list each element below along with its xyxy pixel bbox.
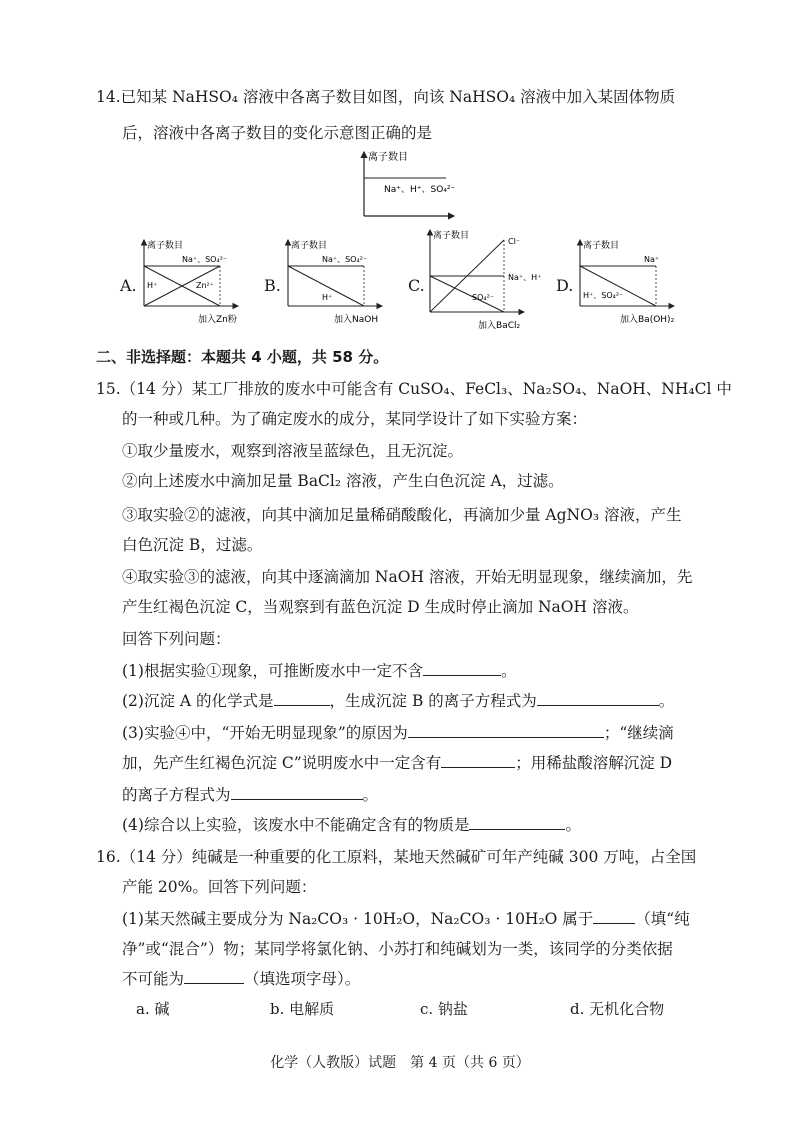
option-c-letter[interactable]: C. [408, 276, 425, 295]
label-na-so4: Na⁺、SO₄²⁻ [322, 255, 368, 264]
q16-sub1-cont: 净”或“混合”）物；某同学将氯化钠、小苏打和纯碱划为一类，该同学的分类依据 [122, 940, 673, 958]
ylabel: 离子数目 [433, 231, 470, 241]
q15-sub3-cont2: 的离子方程式为 。 [122, 786, 379, 804]
h-so4-line [580, 266, 656, 306]
answer-blank-2b[interactable] [537, 691, 659, 706]
option-d-graph[interactable] [574, 236, 704, 326]
choice-c[interactable]: c. 钠盐 [420, 1000, 468, 1018]
option-a-graph[interactable] [138, 236, 258, 326]
q15-step3: ③取实验②的滤液，向其中滴加足量稀硝酸酸化，再滴加少量 AgNO₃ 溶液，产生 [122, 506, 682, 524]
main-ions: Na⁺、H⁺、SO₄²⁻ [384, 185, 456, 195]
label-h: H⁺ [322, 293, 333, 302]
q16-line2: 产能 20%。回答下列问题： [122, 878, 317, 896]
answer-blank-3a[interactable] [408, 723, 604, 738]
xlabel: 加入BaCl₂ [478, 321, 521, 331]
q14-line2: 后，溶液中各离子数目的变化示意图正确的是 [122, 124, 433, 142]
q15-sub3-cont: 加，先产生红褐色沉淀 C”说明废水中一定含有 ；用稀盐酸溶解沉淀 D [122, 754, 673, 772]
q16-line1: 16.（14 分）纯碱是一种重要的化工原料，某地天然碱矿可年产纯碱 300 万吨，占全国 [96, 848, 697, 866]
choice-d[interactable]: d. 无机化合物 [570, 1000, 665, 1018]
xlabel: 加入NaOH [334, 315, 379, 325]
q15-step3-cont: 白色沉淀 B，过滤。 [122, 536, 263, 554]
option-c-graph[interactable] [424, 226, 554, 334]
label-so4: SO₄²⁻ [472, 293, 495, 302]
q16-sub1-cont2: 不可能为 （填选项字母）。 [122, 970, 361, 988]
q15-sub4: (4)综合以上实验，该废水中不能确定含有的物质是 。 [122, 816, 581, 834]
ylabel: 离子数目 [291, 241, 328, 251]
q15-prompt: 回答下列问题： [122, 630, 231, 648]
q15-sub2: (2)沉淀 A 的化学式是 ，生成沉淀 B 的离子方程式为 。 [122, 692, 675, 710]
ylabel: 离子数目 [147, 241, 184, 251]
q15-sub3: (3)实验④中，“开始无明显现象”的原因为 ；“继续滴 [122, 724, 674, 742]
q15-step2: ②向上述废水中滴加足量 BaCl₂ 溶液，产生白色沉淀 A，过滤。 [122, 472, 564, 490]
label-na-h: Na⁺、H⁺ [508, 273, 542, 282]
label-h: H⁺ [147, 281, 158, 290]
main-ylabel: 离子数目 [368, 152, 408, 163]
q15-line2: 的一种或几种。为了确定废水的成分，某同学设计了如下实验方案： [122, 410, 588, 428]
label-na-so4: Na⁺、SO₄²⁻ [182, 255, 228, 264]
option-b-graph[interactable] [282, 236, 402, 326]
q15-step4: ④取实验③的滤液，向其中逐滴滴加 NaOH 溶液，开始无明显现象，继续滴加，先 [122, 568, 693, 586]
choice-b[interactable]: b. 电解质 [270, 1000, 335, 1018]
label-h-so4: H⁺、SO₄²⁻ [583, 291, 624, 300]
xlabel: 加入Zn粉 [198, 315, 237, 325]
q15-sub1: (1)根据实验①现象，可推断废水中一定不含 。 [122, 662, 517, 680]
page-footer: 化学（人教版）试题 第 4 页（共 6 页） [270, 1055, 530, 1071]
answer-blank-16b[interactable] [184, 969, 244, 984]
answer-blank-1[interactable] [423, 661, 501, 676]
answer-blank-2a[interactable] [274, 691, 330, 706]
xlabel: 加入Ba(OH)₂ [620, 315, 675, 325]
label-zn: Zn²⁺ [196, 281, 214, 290]
option-d-letter[interactable]: D. [556, 276, 574, 295]
label-na: Na⁺ [644, 255, 660, 264]
q15-step4-cont: 产生红褐色沉淀 C，当观察到有蓝色沉淀 D 生成时停止滴加 NaOH 溶液。 [122, 598, 639, 616]
q14-main-graph [350, 148, 460, 220]
choice-a[interactable]: a. 碱 [136, 1000, 170, 1018]
option-a-letter[interactable]: A. [120, 276, 137, 295]
answer-blank-3c[interactable] [231, 785, 363, 800]
option-b-letter[interactable]: B. [264, 276, 281, 295]
answer-blank-16a[interactable] [593, 909, 635, 924]
q16-sub1: (1)某天然碱主要成分为 Na₂CO₃ · 10H₂O，Na₂CO₃ · 10H₂O 属于 （填“纯 [122, 910, 690, 928]
answer-blank-4[interactable] [469, 815, 565, 830]
ylabel: 离子数目 [583, 241, 620, 251]
q15-line1: 15.（14 分）某工厂排放的废水中可能含有 CuSO₄、FeCl₃、Na₂SO₄、NaOH、NH₄Cl 中 [96, 380, 732, 398]
answer-blank-3b[interactable] [441, 753, 515, 768]
q15-step1: ①取少量废水，观察到溶液呈蓝绿色，且无沉淀。 [122, 442, 464, 460]
q14-line1: 14.已知某 NaHSO₄ 溶液中各离子数目如图，向该 NaHSO₄ 溶液中加入某固体物质 [96, 88, 676, 106]
section-2-heading: 二、非选择题：本题共 4 小题，共 58 分。 [96, 348, 389, 366]
label-cl: Cl⁻ [508, 237, 521, 246]
